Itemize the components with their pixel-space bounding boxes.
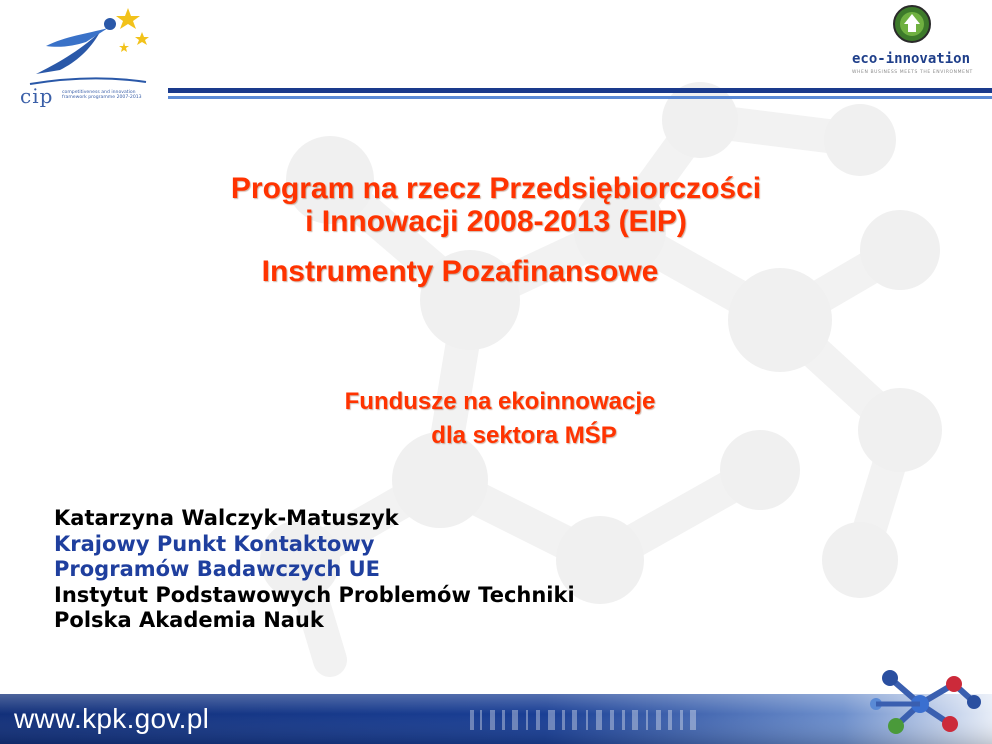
footer-url: www.kpk.gov.pl bbox=[14, 703, 210, 734]
author-academy: Polska Akademia Nauk bbox=[54, 608, 324, 633]
title-line-2: i Innowacji 2008-2013 (EIP) bbox=[305, 205, 687, 238]
kpk-molecule-logo bbox=[866, 664, 984, 742]
author-org-line-1: Krajowy Punkt Kontaktowy bbox=[54, 531, 375, 556]
title-line-3: Instrumenty Pozafinansowe bbox=[261, 255, 659, 288]
subtitle-line-1: Fundusze na ekoinnowacje bbox=[344, 388, 656, 415]
cip-logo-subtitle: competitiveness and innovation framework programme 2007-2013 bbox=[62, 90, 142, 101]
header-rule bbox=[168, 84, 992, 106]
slide-subtitle bbox=[240, 385, 760, 453]
author-org-line-2: Programów Badawczych UE bbox=[54, 557, 381, 582]
eco-innovation-globe-icon bbox=[892, 4, 932, 44]
author-block bbox=[54, 506, 754, 634]
slide-title bbox=[140, 172, 852, 288]
eco-innovation-logo-text: eco-innovation bbox=[852, 51, 971, 67]
eco-innovation-tagline: WHEN BUSINESS MEETS THE ENVIRONMENT bbox=[852, 70, 973, 75]
author-name: Katarzyna Walczyk-Matuszyk bbox=[54, 506, 399, 530]
subtitle-line-2: dla sektora MŚP bbox=[431, 422, 617, 449]
title-line-1: Program na rzecz Przedsiębiorczości bbox=[230, 172, 762, 205]
author-institute: Instytut Podstawowych Problemów Techniki bbox=[54, 582, 575, 607]
cip-logo-text: cip bbox=[20, 84, 54, 108]
